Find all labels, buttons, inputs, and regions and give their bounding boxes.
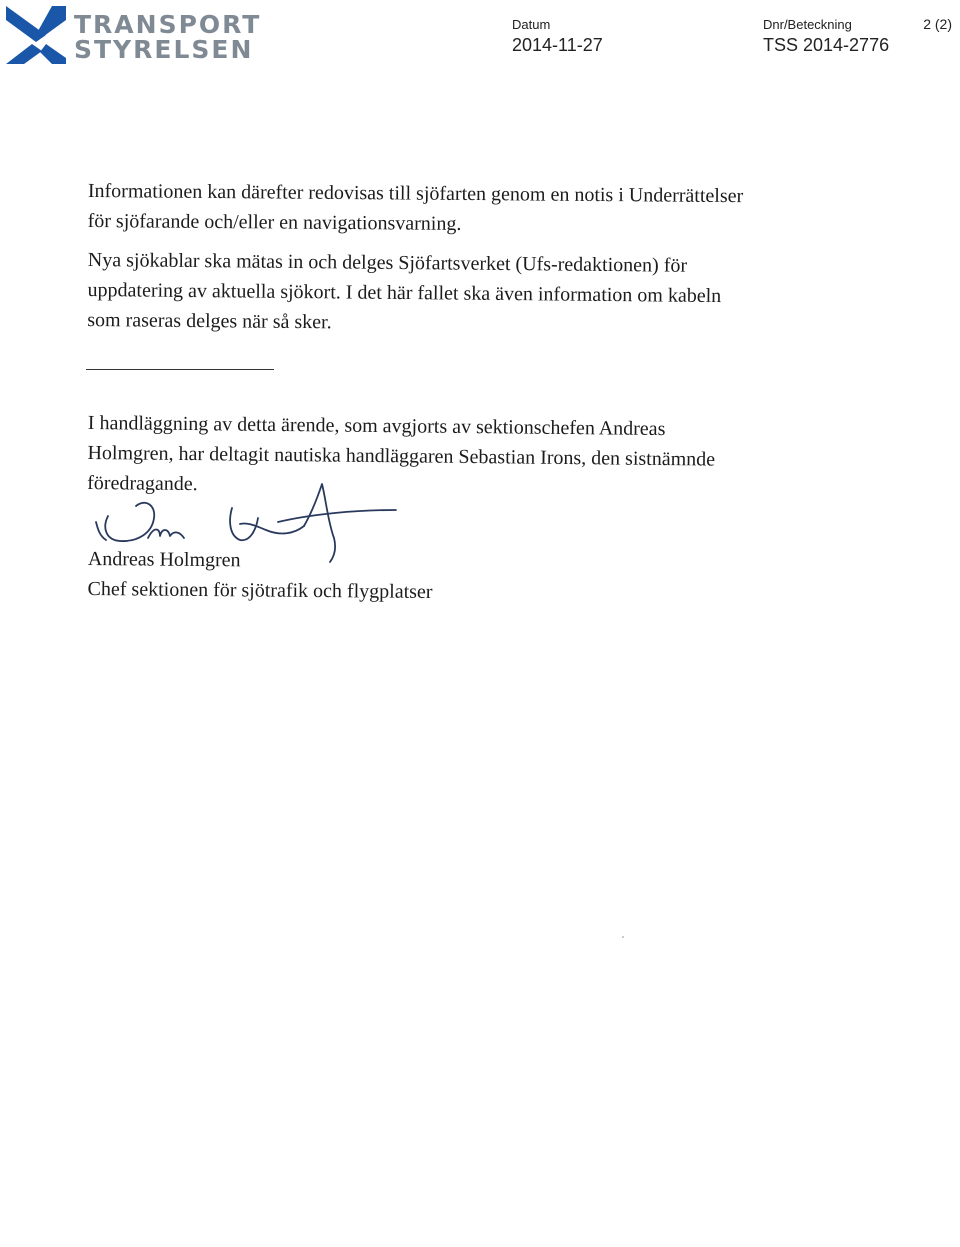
signature-block (87, 544, 432, 607)
section-divider (86, 369, 274, 370)
paragraph-line: Nya sjökablar ska mätas in och delges Sjöfartsverket (Ufs-redaktionen) för (87, 248, 688, 277)
paragraph-sea-cables (87, 245, 722, 341)
page-number: 2 (2) (923, 16, 952, 32)
reference-value: TSS 2014-2776 (763, 35, 890, 55)
paragraph-line: föredragande. (87, 471, 198, 496)
logo-text-line1: TRANSPORT (74, 10, 262, 39)
reference-label: Dnr/Beteckning (763, 17, 852, 32)
scan-speck (622, 936, 624, 938)
paragraph-line: Informationen kan därefter redovisas till sjöfarten genom en notis i Underrättelser (87, 179, 744, 208)
date-label: Datum (512, 17, 551, 32)
paragraph-line: för sjöfarande och/eller en navigationsvarning. (87, 209, 462, 235)
date-value: 2014-11-27 (512, 35, 603, 55)
signer-title: Chef sektionen för sjötrafik och flygplatser (87, 577, 433, 604)
transportstyrelsen-logo (6, 6, 262, 64)
paragraph-line: som raseras delges när så sker. (87, 308, 332, 334)
paragraph-line: I handläggning av detta ärende, som avgjorts av sektionschefen Andreas (87, 411, 666, 441)
paragraph-notification (88, 176, 744, 241)
paragraph-line: uppdatering av aktuella sjökort. I det här fallet ska även information om kabeln (87, 278, 722, 308)
logo-x-mark-icon (6, 6, 68, 64)
signer-name: Andreas Holmgren (87, 547, 241, 572)
paragraph-line: Holmgren, har deltagit nautiska handläggaren Sebastian Irons, den sistnämnde (87, 441, 716, 471)
logo-text-line2: STYRELSEN (74, 35, 254, 64)
